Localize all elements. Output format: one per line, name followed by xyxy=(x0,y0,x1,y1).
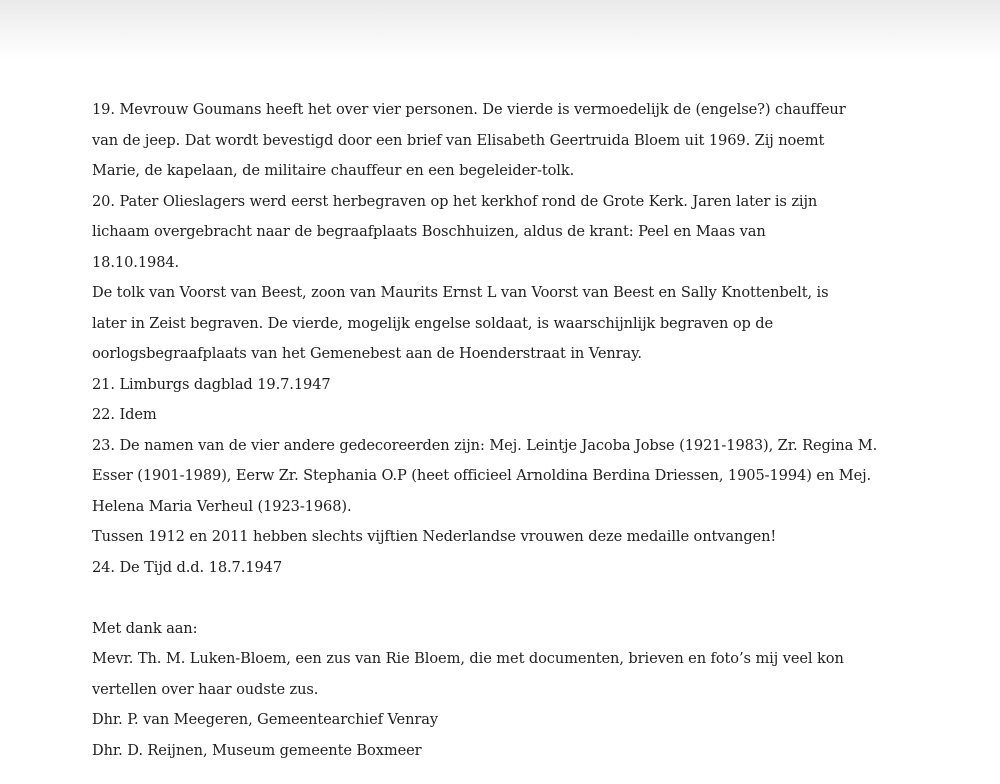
acknowledgement-line: Dhr. P. van Meegeren, Gemeentearchief Venray xyxy=(92,711,439,728)
section-spacer xyxy=(92,583,932,614)
acknowledgement-line: vertellen over haar oudste zus. xyxy=(92,680,319,698)
note-line: van de jeep. Dat wordt bevestigd door een brief van Elisabeth Geertruida Bloem uit 1969. Zij noemt xyxy=(92,131,825,149)
note-line: 22. Idem xyxy=(92,406,157,423)
note-line: Esser (1901-1989), Eerw Zr. Stephania O.P (heet officieel Arnoldina Berdina Driessen, 1905-1994) en Mej. xyxy=(92,467,872,484)
note-line: Tussen 1912 en 2011 hebben slechts vijftien Nederlandse vrouwen deze medaille ontvangen! xyxy=(92,528,777,545)
note-line: 24. De Tijd d.d. 18.7.1947 xyxy=(92,558,283,576)
acknowledgement-line: Dhr. D. Reijnen, Museum gemeente Boxmeer xyxy=(92,741,422,759)
note-line: later in Zeist begraven. De vierde, mogelijk engelse soldaat, is waarschijnlijk begraven op de xyxy=(92,314,774,332)
note-line: 18.10.1984. xyxy=(92,253,180,271)
note-line: 19. Mevrouw Goumans heeft het over vier personen. De vierde is vermoedelijk de (engelse?) chauffeur xyxy=(92,101,846,118)
acknowledgement-line: Mevr. Th. M. Luken-Bloem, een zus van Rie Bloem, die met documenten, brieven en foto’s mij veel kon xyxy=(92,650,844,667)
top-shadow xyxy=(0,0,1000,60)
note-line: 21. Limburgs dagblad 19.7.1947 xyxy=(92,375,331,393)
document-body xyxy=(92,95,932,766)
note-line: lichaam overgebracht naar de begraafplaats Boschhuizen, aldus de krant: Peel en Maas van xyxy=(92,223,766,240)
note-line: Marie, de kapelaan, de militaire chauffeur en een begeleider-tolk. xyxy=(92,162,575,179)
note-line: 23. De namen van de vier andere gedecoreerden zijn: Mej. Leintje Jacoba Jobse (1921-1983), Zr. Regina M. xyxy=(92,436,878,454)
note-line: 20. Pater Olieslagers werd eerst herbegraven op het kerkhof rond de Grote Kerk. Jaren later is zijn xyxy=(92,192,818,210)
note-line: De tolk van Voorst van Beest, zoon van Maurits Ernst L van Voorst van Beest en Sally Knottenbelt, is xyxy=(92,284,829,301)
note-line: Helena Maria Verheul (1923-1968). xyxy=(92,497,352,515)
acknowledgements-heading: Met dank aan: xyxy=(92,619,198,637)
note-line: oorlogsbegraafplaats van het Gemenebest aan de Hoenderstraat in Venray. xyxy=(92,345,642,362)
